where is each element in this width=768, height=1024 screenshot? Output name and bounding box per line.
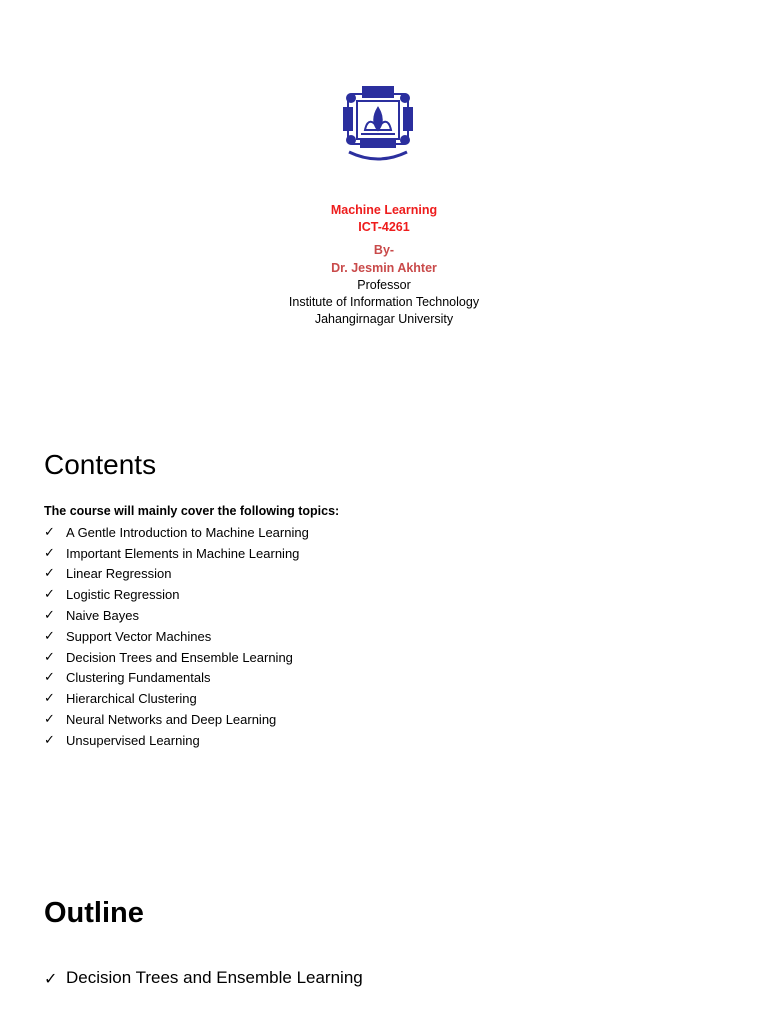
list-item [44,605,309,626]
list-item [44,564,309,585]
list-item [44,522,309,543]
list-item [44,688,309,709]
topic-label: Naive Bayes [66,608,139,624]
topic-label: Support Vector Machines [66,628,212,644]
checkmark-icon: ✓ [44,670,55,686]
author-name: Dr. Jesmin Akhter [331,260,437,275]
topic-label: Decision Trees and Ensemble Learning [66,649,293,665]
course-code: ICT-4261 [358,220,410,235]
topic-label: Important Elements in Machine Learning [66,545,300,561]
list-item [44,709,309,730]
author-designation: Professor [357,277,411,292]
topic-label: Hierarchical Clustering [66,691,197,707]
list-item [44,626,309,647]
checkmark-icon: ✓ [44,968,58,988]
checkmark-icon: ✓ [44,732,55,748]
topic-label: Neural Networks and Deep Learning [66,712,277,728]
checkmark-icon: ✓ [44,649,55,665]
checkmark-icon: ✓ [44,712,55,728]
topic-label: Clustering Fundamentals [66,670,211,686]
topic-label: Logistic Regression [66,587,180,603]
outline-item [44,968,363,988]
list-item [44,647,309,668]
institute-name: Institute of Information Technology [288,295,480,310]
list-item [44,584,309,605]
checkmark-icon: ✓ [44,608,55,624]
topic-label: Unsupervised Learning [66,732,200,748]
list-item [44,730,309,751]
checkmark-icon: ✓ [44,691,55,707]
university-name: Jahangirnagar University [314,312,454,327]
outline-item-label: Decision Trees and Ensemble Learning [66,968,363,987]
outline-heading: Outline [44,897,144,929]
university-seal-icon [343,86,413,170]
topic-label: Linear Regression [66,566,172,582]
cover-title-block [0,202,768,328]
list-item [44,543,309,564]
checkmark-icon: ✓ [44,566,55,582]
checkmark-icon: ✓ [44,587,55,603]
course-title: Machine Learning [330,203,438,217]
topic-label: A Gentle Introduction to Machine Learning [66,524,309,540]
list-item [44,668,309,689]
checkmark-icon: ✓ [44,628,55,644]
contents-intro: The course will mainly cover the following topics: [44,504,340,518]
by-label: By- [373,243,395,258]
checkmark-icon: ✓ [44,524,55,540]
checkmark-icon: ✓ [44,545,55,561]
contents-heading: Contents [44,449,157,480]
topic-list [44,522,309,751]
